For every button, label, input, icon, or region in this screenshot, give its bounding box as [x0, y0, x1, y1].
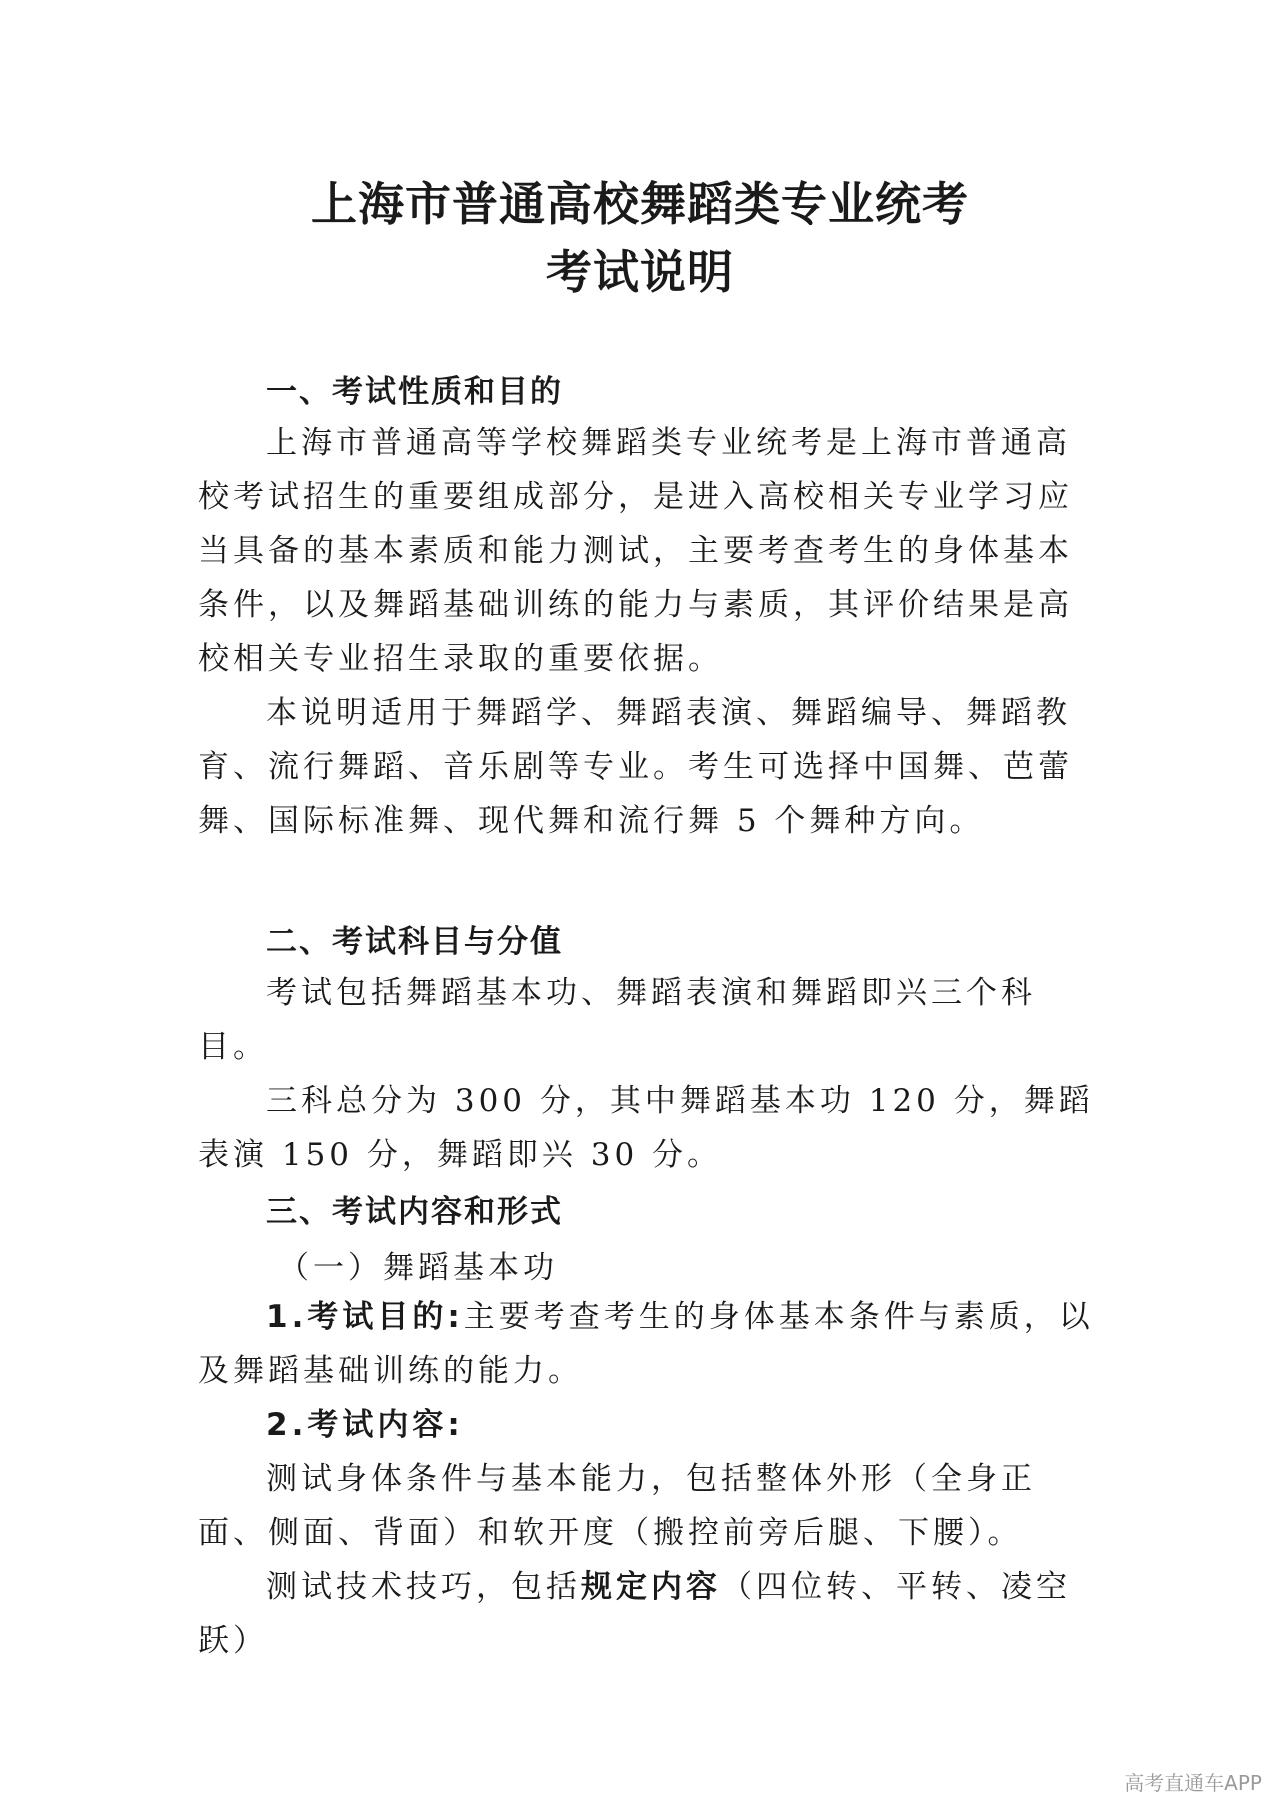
- section2-paragraph2: 三科总分为 300 分，其中舞蹈基本功 120 分，舞蹈表演 150 分，舞蹈即兴 30 分。: [198, 1083, 1094, 1173]
- document-title-line1: 上海市普通高校舞蹈类专业统考: [311, 177, 969, 231]
- document-title-line2: 考试说明: [546, 245, 734, 299]
- exam-content-paragraph2-bold: 规定内容: [581, 1569, 721, 1605]
- exam-content-paragraph2-pre: 测试技术技巧，包括: [266, 1569, 581, 1605]
- subsection-heading: （一）舞蹈基本功: [278, 1250, 558, 1286]
- exam-content-paragraph2: [198, 1560, 1098, 1668]
- app-watermark: 高考直通车APP: [1124, 1771, 1262, 1795]
- exam-content-label: 2.考试内容:: [266, 1407, 464, 1443]
- section3-body: [198, 1290, 1098, 1668]
- section3-heading: 三、考试内容和形式: [266, 1194, 563, 1230]
- section1-paragraph2: 本说明适用于舞蹈学、舞蹈表演、舞蹈编导、舞蹈教育、流行舞蹈、音乐剧等专业。考生可选择中国舞、芭蕾舞、国际标准舞、现代舞和流行舞 5 个舞种方向。: [198, 695, 1073, 839]
- exam-purpose-label: 1.考试目的:: [266, 1299, 464, 1335]
- exam-content-paragraph2-post: （四位转、平转、凌空跃）: [198, 1569, 1071, 1659]
- section1-paragraph1: 上海市普通高等学校舞蹈类专业统考是上海市普通高校考试招生的重要组成部分，是进入高校相关专业学习应当具备的基本素质和能力测试，主要考查考生的身体基本条件，以及舞蹈基础训练的能力与素质，其评价结果是高校相关专业招生录取的重要依据。: [198, 425, 1073, 677]
- section2-heading: 二、考试科目与分值: [266, 924, 563, 960]
- section1-body: [198, 416, 1098, 848]
- exam-content-paragraph1: 测试身体条件与基本能力，包括整体外形（全身正面、侧面、背面）和软开度（搬控前旁后腿、下腰）。: [198, 1461, 1036, 1551]
- exam-content-label-paragraph: [198, 1398, 1098, 1452]
- exam-purpose-paragraph: [198, 1290, 1098, 1398]
- exam-purpose-text: 主要考查考生的身体基本条件与素质，以及舞蹈基础训练的能力。: [198, 1299, 1094, 1389]
- section1-heading: 一、考试性质和目的: [266, 374, 563, 410]
- section2-body: [198, 966, 1098, 1182]
- section2-paragraph1: 考试包括舞蹈基本功、舞蹈表演和舞蹈即兴三个科目。: [198, 975, 1036, 1065]
